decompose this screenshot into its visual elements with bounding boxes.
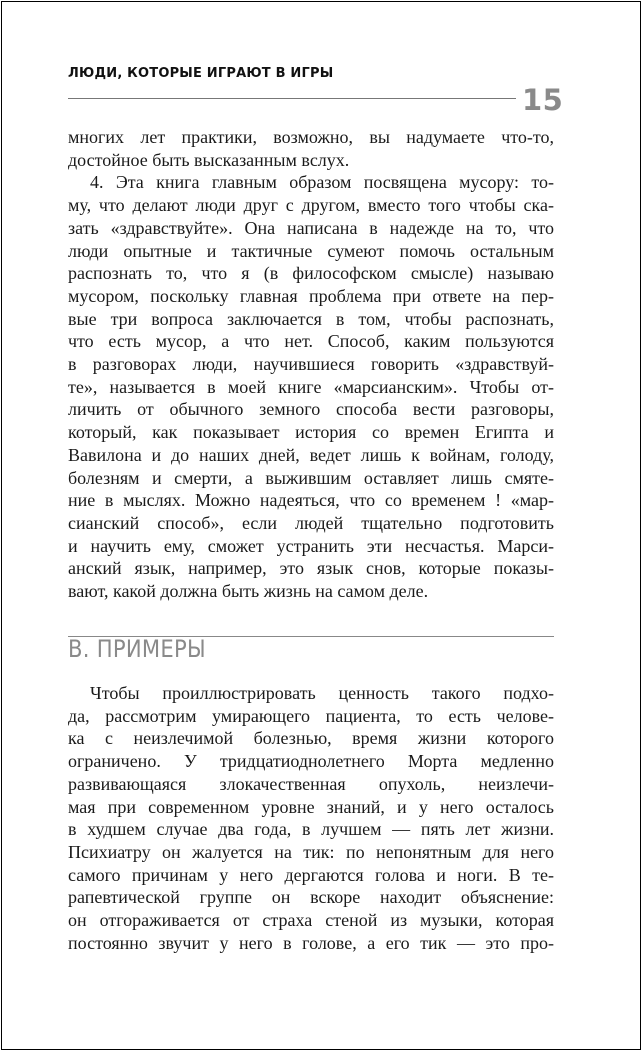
text-line: который, как показывает история со времен Египта и: [68, 422, 554, 443]
text-line: и научить ему, сможет устранить эти несчастья. Марси-: [68, 535, 554, 556]
text-line: в разговорах люди, научившиеся говорить «здравствуй-: [68, 354, 554, 375]
text-line: что есть мусор, а что нет. Способ, каким пользуются: [68, 331, 554, 352]
text-line: в худшем случае два года, в лучшем — пять лет жизни.: [68, 819, 554, 840]
text-line: он отгораживается от страха стеной из музыки, которая: [68, 910, 554, 931]
text-line: му, что делают люди друг с другом, вместо того чтобы ска-: [68, 195, 554, 216]
text-line: Психиатру он жалуется на тик: по непонятным для него: [68, 841, 554, 862]
text-line: зать «здравствуйте». Она написана в надежде на то, что: [68, 217, 554, 238]
text-line: личить от обычного земного способа вести разговоры,: [68, 399, 554, 420]
text-line: развивающаяся злокачественная опухоль, неизлечи-: [68, 773, 554, 794]
text-line: люди опытные и тактичные сумеют помочь остальным: [68, 240, 554, 261]
text-line: 4. Эта книга главным образом посвящена мусору: то-: [90, 172, 554, 193]
text-line: ка с неизлечимой болезнью, время жизни которого: [68, 728, 554, 749]
book-page: [1, 1, 641, 1050]
text-line: ограничено. У тридцатиоднолетнего Морта медленно: [68, 751, 554, 772]
text-line: Чтобы проиллюстрировать ценность такого подхо-: [90, 683, 554, 703]
text-line: самого причинам у него дергаются голова и ноги. В те-: [68, 864, 554, 885]
text-line: да, рассмотрим умирающего пациента, то есть челове-: [68, 705, 554, 726]
running-head: ЛЮДИ, КОТОРЫЕ ИГРАЮТ В ИГРЫ: [68, 66, 334, 81]
text-line: достойное быть высказанным вслух.: [68, 149, 350, 170]
text-line: многих лет практики, возможно, вы надумаете что-то,: [68, 127, 554, 147]
header-rule: [68, 98, 516, 99]
text-line: мусором, поскольку главная проблема при ответе на пер-: [68, 285, 554, 306]
section-heading: B. ПРИМЕРЫ: [68, 635, 206, 663]
text-line: рапевтической группе он вскоре находит объяснение:: [68, 887, 554, 908]
body-text-block-2: [68, 682, 554, 954]
text-line: Вавилона и до наших дней, ведет лишь к войнам, голоду,: [68, 444, 554, 465]
page-number: 15: [522, 83, 564, 117]
text-line: те», называется в моей книге «марсианским». Чтобы от-: [68, 376, 554, 397]
text-line: вые три вопроса заключается в том, чтобы распознать,: [68, 308, 554, 329]
text-line: вают, какой должна быть жизнь на самом деле.: [68, 581, 429, 602]
body-text-block-1: [68, 126, 554, 603]
text-line: распознать то, что я (в философском смысле) называю: [68, 263, 554, 284]
text-line: анский язык, например, это язык снов, которые показы-: [68, 558, 554, 579]
text-line: постоянно звучит у него в голове, а его тик — это про-: [68, 932, 554, 953]
text-line: мая при современном уровне знаний, и у него осталось: [68, 796, 554, 817]
text-line: сианский способ», если людей тщательно подготовить: [68, 512, 554, 533]
text-line: ние в мыслях. Можно надеяться, что со временем ! «мар-: [68, 490, 554, 511]
text-line: болезням и смерти, а выжившим оставляет лишь смяте-: [68, 467, 554, 488]
